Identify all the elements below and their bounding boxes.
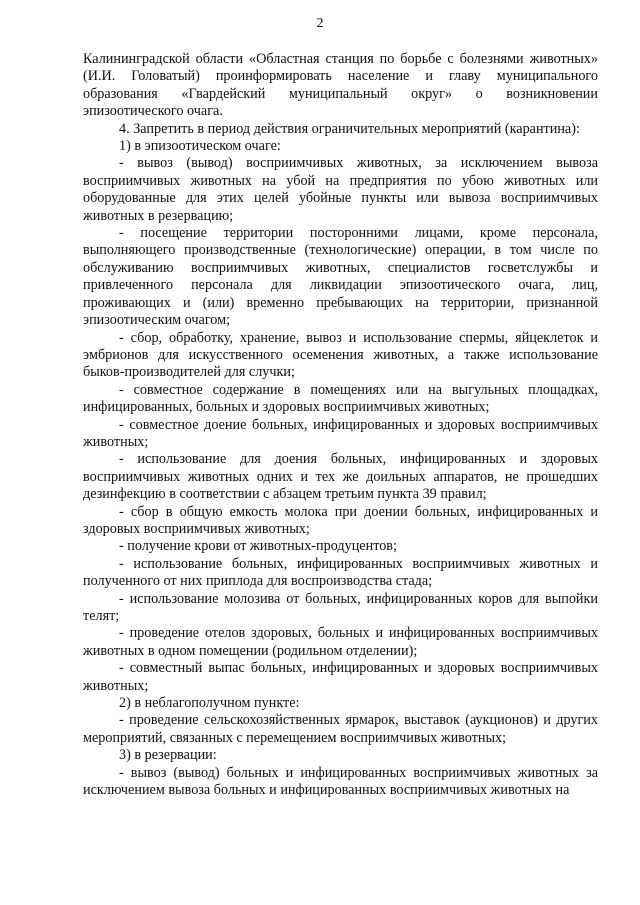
- paragraph-continuation: Калининградской области «Областная станция по борьбе с болезнями животных» (И.И. Головатый) проинформировать население и главу муниципального образования «Гвардейский муниципальный округ» о возникновении эпизоотического очага.: [83, 51, 598, 120]
- list-item: - совместный выпас больных, инфицированных и здоровых восприимчивых животных;: [83, 660, 598, 694]
- list-item: - вывоз (вывод) больных и инфицированных восприимчивых животных за исключением вывоза больных и инфицированных восприимчивых животных на: [83, 764, 598, 799]
- list-item: - использование для доения больных, инфицированных и здоровых восприимчивых животных одних и тех же доильных аппаратов, не прошедших дезинфекцию в соответствии с абзацем третьим пункта 39 правил;: [83, 451, 598, 503]
- document-body: [83, 51, 598, 799]
- paragraph-subitem-1: 1) в эпизоотическом очаге:: [119, 138, 281, 155]
- list-item: - совместное содержание в помещениях или на выгульных площадках, инфицированных, больных и здоровых восприимчивых животных;: [83, 381, 598, 416]
- list-item: - использование больных, инфицированных восприимчивых животных и полученного от них приплода для воспроизводства стада;: [83, 555, 598, 590]
- list-item: - сбор, обработку, хранение, вывоз и использование спермы, яйцеклеток и эмбрионов для искусственного осеменения животных, а также использование быков-производителей для случки;: [83, 329, 598, 381]
- list-item: - посещение территории посторонними лицами, кроме персонала, выполняющего производственные (технологические) операции, в том числе по обслуживанию восприимчивых животных, специалистов госветслужбы и привлеченного персонала для ликвидации эпизоотического очага, лиц, проживающих и (или) временно пребывающих на территории, признанной эпизоотическим очагом;: [83, 225, 598, 329]
- paragraph-item-4: 4. Запретить в период действия ограничительных мероприятий (карантина):: [119, 120, 580, 137]
- list-item: - сбор в общую емкость молока при доении больных, инфицированных и здоровых восприимчивых животных;: [83, 503, 598, 537]
- list-item: - проведение сельскохозяйственных ярмарок, выставок (аукционов) и других мероприятий, связанных с перемещением восприимчивых животных;: [83, 712, 598, 746]
- paragraph-subitem-3: 3) в резервации:: [119, 747, 217, 764]
- list-item: - получение крови от животных-продуцентов;: [119, 538, 397, 555]
- list-item: - вывоз (вывод) восприимчивых животных, за исключением вывоза восприимчивых животных на убой на предприятия по убою животных или оборудованные для этих целей убойные пункты или вывоза восприимчивых животных в резервацию;: [83, 155, 598, 224]
- list-item: - проведение отелов здоровых, больных и инфицированных восприимчивых животных в одном помещении (родильном отделении);: [83, 625, 598, 659]
- list-item: - использование молозива от больных, инфицированных коров для выпойки телят;: [83, 590, 598, 624]
- list-item: - совместное доение больных, инфицированных и здоровых восприимчивых животных;: [83, 416, 598, 450]
- paragraph-subitem-2: 2) в неблагополучном пункте:: [119, 695, 300, 712]
- page-number: 2: [316, 16, 324, 31]
